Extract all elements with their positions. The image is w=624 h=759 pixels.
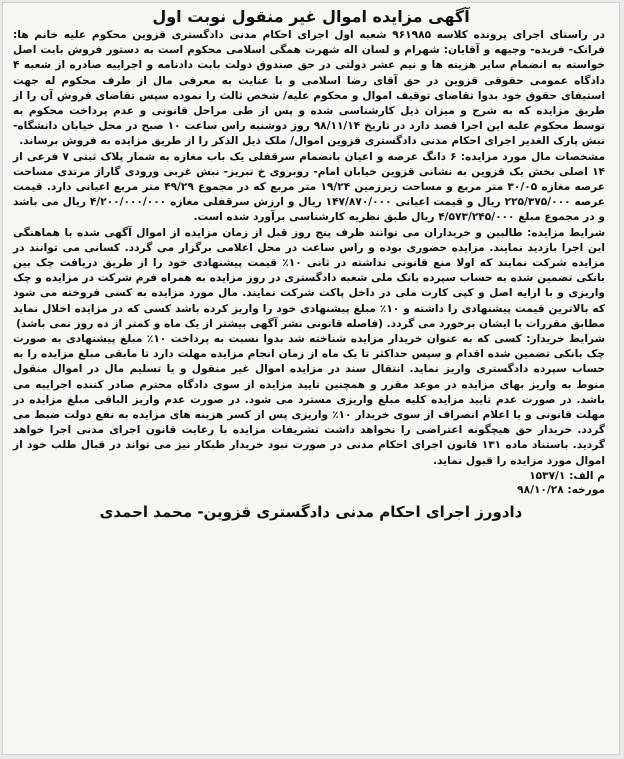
newspaper-notice <box>2 2 620 755</box>
reference-number: م الف: ۱۵۳۷/۱ <box>529 469 605 482</box>
auction-conditions-paragraph: شرایط مزایده: طالبین و خریداران می توانند ظرف پنج روز قبل از زمان مزایده از اموال آگهی شده با هماهنگی این اجرا بازدید نمایند. مزایده حضوری بوده و راس ساعت در محل اعلامی برگزار می گردد. کسانی می توانند در مزایده شرکت نمایند که اولا منع قانونی نداشته در ثانی ۱۰٪ قیمت پیشنهادی خود را از طریق دریافت چک بین بانکی تضمین شده به حساب سپرده بانک ملی شعبه دادگستری در روز مزایده به همراه فرم شرکت در مزایده و چک واریزی و با ارایه اصل و کپی کارت ملی در داخل پاکت شرکت نمایند. مال مورد مزایده به کسی فروخته می شود که بالاترین قیمت پیشنهادی را داشته و ۱۰٪ مبلغ پیشنهادی خود را واریز کرده باشد کسی که در مزایده اخلال نماید مطابق مقررات با ایشان برخورد می گردد. (فاصله قانونی نشر آگهی بیشتر از یک ماه و کمتر از ده روز نمی باشد) <box>13 226 605 330</box>
intro-paragraph: در راستای اجرای پرونده کلاسه ۹۶۱۹۸۵ شعبه اول اجرای احکام مدنی دادگستری قزوین محکوم علیه خانم ها: فرانک- فریده- وجیهه و آقایان: شهرام و لسان اله شهرت همگی اسلامی محکوم است به دستور فروش بابت اصل خواسته به انضمام سایر هزینه ها و نیم عشر دولتی در حق صندوق دولت بابت دادنامه و اجراییه صادره از شعبه ۴ دادگاه عمومی حقوقی قزوین در حق آقای رضا اسلامی و با عنایت به معرفی مال از طرف محکوم له جهت استیفای حقوق خود بدوا تقاضای توقیف اموال و محکوم علیه/ شخص ثالث را نموده سپس تقاضای فروش آن را از طریق مزایده که به شرح و میزان ذیل کارشناسی شده و پس از طی مراحل قانونی و عدم پرداخت محکوم به توسط محکوم علیه این اجرا قصد دارد در تاریخ ۹۸/۱۱/۱۴ روز دوشنبه راس ساعت ۱۰ صبح در محل خیابان دانشگاه- نبش پارک الغدیر اجرای احکام مدنی دادگستری قزوین اموال/ ملک ذیل الذکر را از طریق مزایده به فروش برساند. <box>13 29 606 148</box>
signature-line: دادورز اجرای احکام مدنی دادگستری قزوین- محمد احمدی <box>99 503 523 522</box>
notice-date: مورخه: ۹۸/۱۰/۲۸ <box>517 484 605 497</box>
notice-body <box>3 28 619 469</box>
buyer-conditions-paragraph: شرایط خریدار: کسی که به عنوان خریدار مزایده شناخته شد بدوا نسبت به پرداخت ۱۰٪ مبلغ پیشنهادی به صورت چک بانکی تضمین شده اقدام و سپس حداکثر تا یک ماه از زمان انجام مزایده مهلت دارد تا مابقی مبلغ مزایده را به حساب سپرده دادگستری واریز نماید. انتقال سند در مزایده اموال غیر منقول و یا تسلیم مال در اموال منقول منوط به واریز بهای مزایده در موعد مقرر و همچنین تایید مزایده از سوی دادگاه محترم صادر کننده اجراییه می باشد. در صورت عدم تایید مزایده کلیه مبلغ واریزی مسترد می شود. در صورت عدم واریز الباقی مبلغ مزایده در مهلت قانونی و یا اعلام انصراف از سوی خریدار ۱۰٪ واریزی پس از کسر هزینه های مزایده به نفع دولت ضبط می گردد. خریدار حق هیچگونه اعتراضی را نخواهد داشت تشریفات مزایده با رعایت قانون اجرای مدنی اجرا خواهد گردید. باستناد ماده ۱۳۱ قانون اجرای احکام مدنی در صورت نبود خریدار طبکار نیز می تواند در قبال طلب خود از اموال مورد مزایده را قبول نماید. <box>13 333 605 467</box>
notice-reference <box>3 469 619 497</box>
notice-title: آگهی مزایده اموال غیر منقول نوبت اول <box>152 7 470 26</box>
property-specs-paragraph: مشخصات مال مورد مزایده: ۶ دانگ عرصه و اعیان بانضمام سرقفلی یک باب مغازه به شمار پلاک ثبتی ۷ فرعی از ۱۴ اصلی بخش یک قزوین به نشانی قزوین خیابان امام- روبروی خ تبریز- نبش غربی ورودی گاراژ مرتدی مساحت عرصه مغازه ۳۰/۰۵ متر مربع و مساحت زیرزمین ۱۹/۲۴ متر مربع که در مجموع ۴۹/۲۹ متر مربع اعیانی دارد. قیمت عرصه ۲۲۵/۳۷۵/۰۰۰ ریال و قیمت اعیانی ۱۴۷/۸۷۰/۰۰۰ ریال و ارزش سرقفلی مغازه ۴/۲۰۰/۰۰۰/۰۰۰ ریال می باشد و در مجموع مبلغ ۴/۵۷۳/۲۴۵/۰۰۰ ریال طبق نظریه کارشناسی برآورد شده است. <box>13 150 605 224</box>
